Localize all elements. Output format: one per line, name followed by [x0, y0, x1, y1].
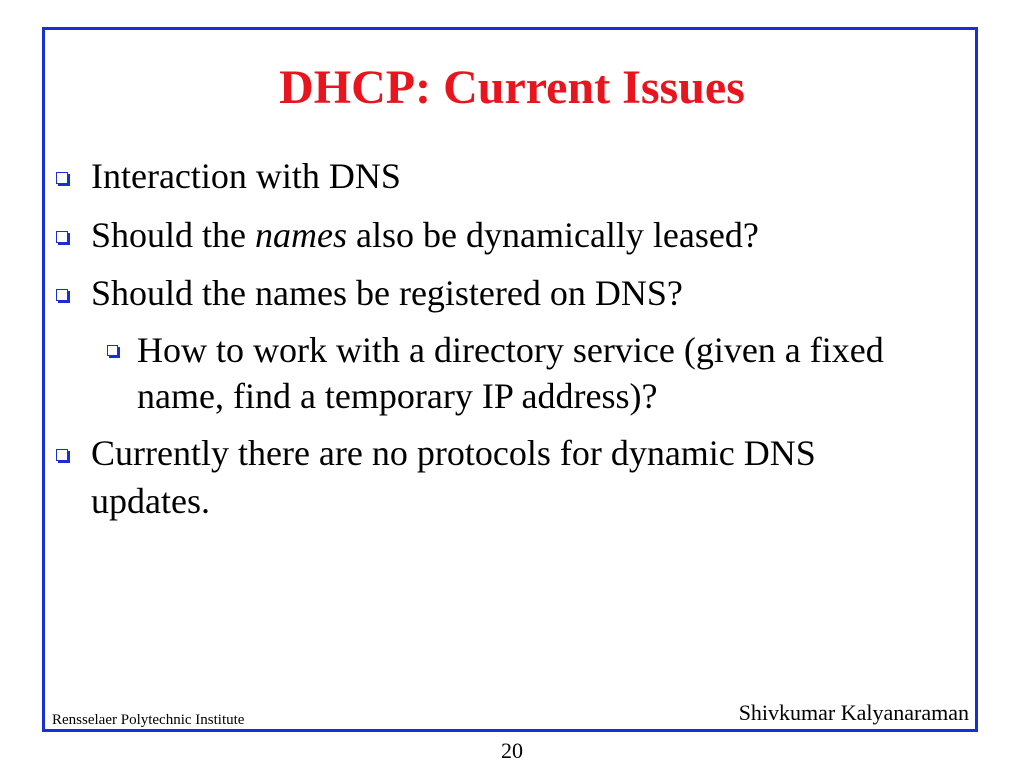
bullet-item-continued [91, 477, 210, 525]
checkbox-bullet-icon [56, 231, 68, 243]
slide-title: DHCP: Current Issues [279, 61, 745, 114]
checkbox-bullet-icon [56, 172, 68, 184]
page-number: 20 [501, 738, 523, 763]
bullet-text: Currently there are no protocols for dynamic DNS [91, 433, 816, 473]
checkbox-bullet-icon [107, 345, 118, 356]
bullet-text: updates. [91, 481, 210, 521]
footer-institution: Rensselaer Polytechnic Institute [52, 712, 245, 728]
bullet-text: How to work with a directory service (given a fixed [137, 330, 884, 370]
bullet-item [91, 211, 759, 259]
checkbox-bullet-icon [56, 449, 68, 461]
sub-bullet-item-continued [137, 372, 657, 420]
bullet-text: also be dynamically leased? [347, 215, 759, 255]
bullet-text: Should the names be registered on DNS? [91, 273, 683, 313]
bullet-text: name, find a temporary IP address)? [137, 376, 658, 416]
checkbox-bullet-icon [56, 289, 68, 301]
sub-bullet-item [137, 326, 884, 374]
bullet-text: Should the [91, 215, 256, 255]
bullet-item [91, 152, 401, 200]
bullet-text-italic: names [255, 215, 348, 255]
footer-author: Shivkumar Kalyanaraman [738, 700, 969, 725]
bullet-item [91, 269, 683, 317]
bullet-item [91, 429, 816, 477]
bullet-text: Interaction with DNS [91, 156, 401, 196]
